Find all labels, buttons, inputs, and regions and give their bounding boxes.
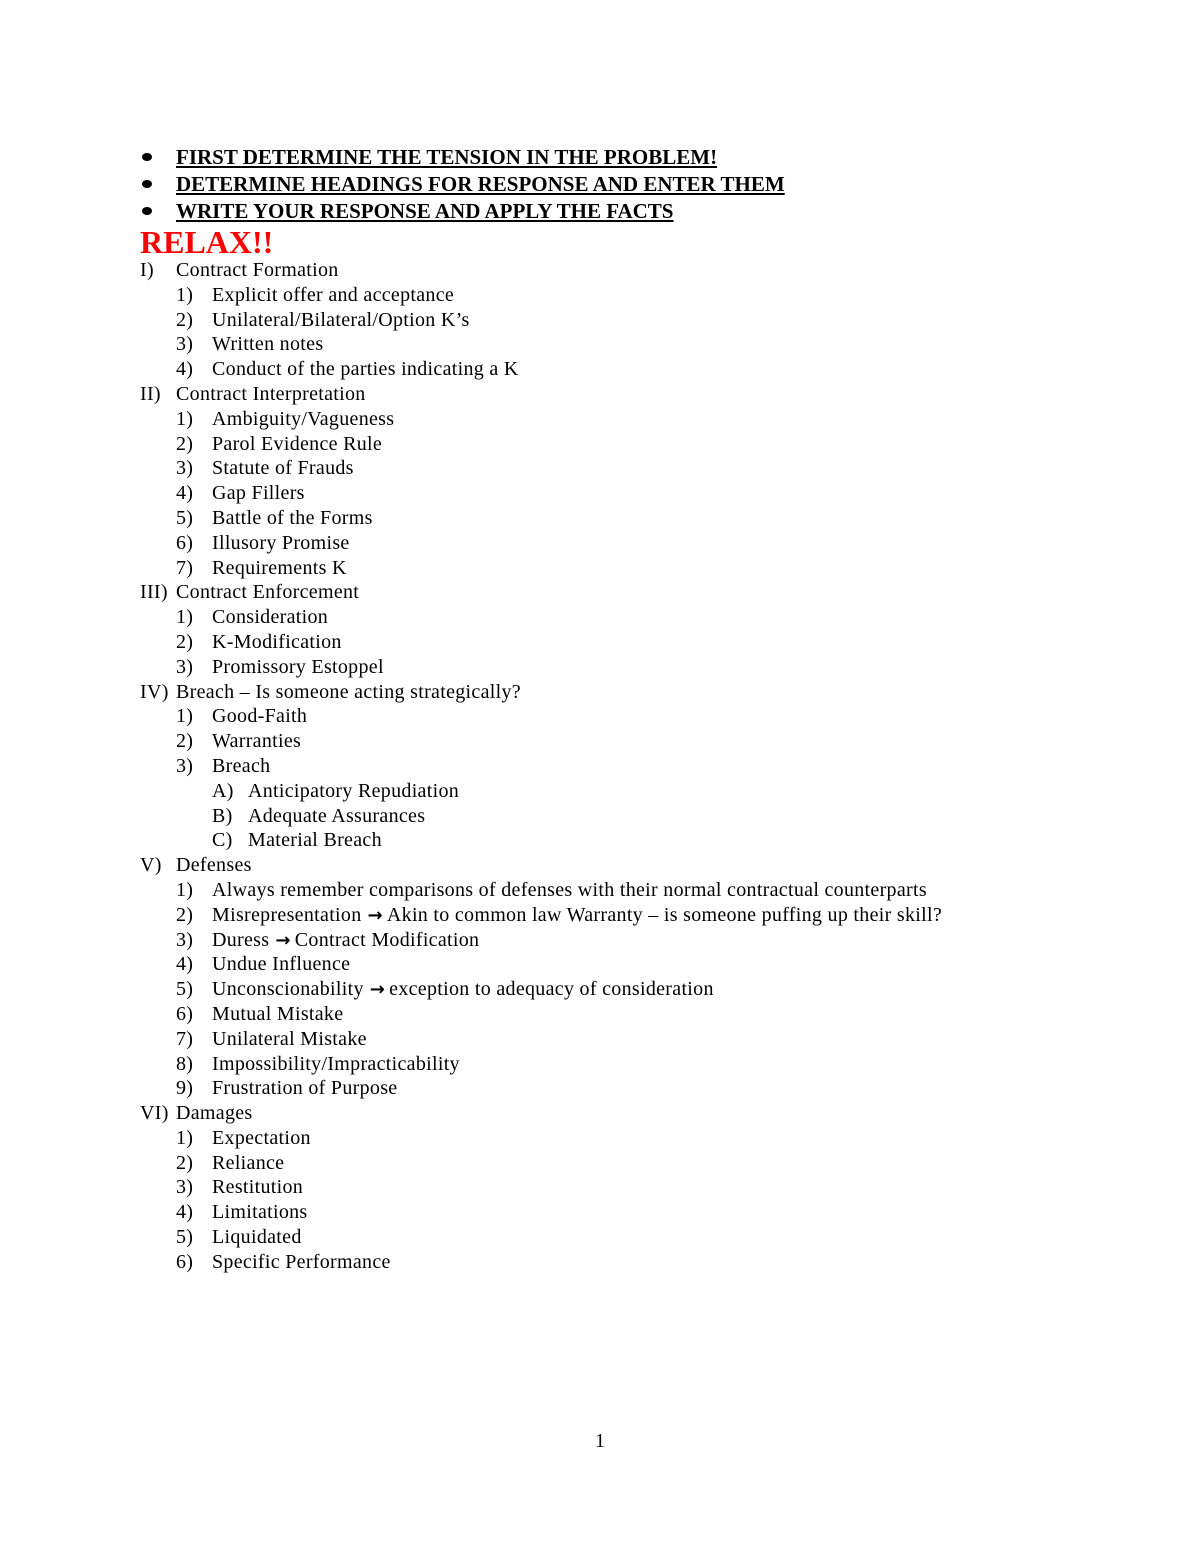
bullet-item: WRITE YOUR RESPONSE AND APPLY THE FACTS xyxy=(140,198,785,225)
outline-item: 4) Gap Fillers xyxy=(176,482,305,505)
outline-item: 4) Conduct of the parties indicating a K xyxy=(176,358,519,381)
outline-item: 2) Parol Evidence Rule xyxy=(176,432,383,455)
outline-item: 6) Illusory Promise xyxy=(176,531,350,554)
outline-item: 5) Unconscionability → exception to adequacy of consideration xyxy=(140,977,942,1002)
outline-item: 8) Impossibility/Impracticability xyxy=(176,1052,460,1075)
outline-item: 1) Explicit offer and acceptance xyxy=(176,283,455,306)
outline-item: 3) Statute of Frauds xyxy=(176,457,354,480)
outline-item: 3) Restitution xyxy=(176,1176,304,1199)
arrow-right-icon: → xyxy=(367,904,383,926)
outline-item: 5) Liquidated xyxy=(176,1226,302,1249)
bullet-icon xyxy=(142,207,152,215)
outline-item: 4) Limitations xyxy=(176,1201,308,1224)
bullet-item: FIRST DETERMINE THE TENSION IN THE PROBLEM! xyxy=(140,144,785,171)
outline-item: 7) Unilateral Mistake xyxy=(176,1027,367,1050)
bullet-icon xyxy=(142,180,152,188)
bullet-item: DETERMINE HEADINGS FOR RESPONSE AND ENTER THEM xyxy=(140,171,785,198)
arrow-right-icon: → xyxy=(275,929,291,951)
outline-subitem: C) Material Breach xyxy=(212,829,382,852)
relax-heading: RELAX!! xyxy=(140,224,274,260)
outline-item: 2) K-Modification xyxy=(176,630,342,653)
outline-item: 3) Duress → Contract Modification xyxy=(140,928,942,953)
section-heading: V) Defenses xyxy=(140,854,252,877)
section-heading: IV) Breach – Is someone acting strategically? xyxy=(140,680,521,703)
outline-item: 1) Good-Faith xyxy=(176,705,308,728)
outline-item: 6) Specific Performance xyxy=(176,1250,391,1273)
arrow-right-icon: → xyxy=(369,979,386,1001)
outline-item: 5) Battle of the Forms xyxy=(176,506,373,529)
outline-subitem: A) Anticipatory Repudiation xyxy=(212,779,460,802)
outline-item: 4) Undue Influence xyxy=(176,953,351,976)
outline-item: 6) Mutual Mistake xyxy=(176,1002,344,1025)
instruction-bullets xyxy=(140,144,785,225)
page-number: 1 xyxy=(595,1430,605,1452)
outline-item: 7) Requirements K xyxy=(176,556,347,579)
outline-item: 1) Always remember comparisons of defenses with their normal contractual counterparts xyxy=(176,878,927,901)
outline xyxy=(140,258,942,1275)
section-heading: III) Contract Enforcement xyxy=(140,581,360,604)
outline-item: 1) Expectation xyxy=(176,1126,311,1149)
outline-item: 1) Consideration xyxy=(176,606,329,629)
outline-item: 2) Reliance xyxy=(176,1151,285,1174)
section-heading: I) Contract Formation xyxy=(140,259,339,281)
bullet-icon xyxy=(142,153,152,161)
section-heading: II) Contract Interpretation xyxy=(140,382,366,405)
outline-item: 9) Frustration of Purpose xyxy=(176,1077,398,1100)
outline-item: 3) Promissory Estoppel xyxy=(176,655,384,678)
section-heading: VI) Damages xyxy=(140,1102,253,1125)
outline-item: 3) Breach xyxy=(176,754,271,777)
outline-item: 2) Warranties xyxy=(176,730,302,753)
outline-item: 3) Written notes xyxy=(176,333,324,356)
outline-subitem: B) Adequate Assurances xyxy=(212,804,426,827)
outline-item: 2) Unilateral/Bilateral/Option K’s xyxy=(176,308,470,331)
outline-item: 1) Ambiguity/Vagueness xyxy=(176,407,395,430)
outline-item: 2) Misrepresentation → Akin to common law Warranty – is someone puffing up their skill? xyxy=(140,903,942,928)
